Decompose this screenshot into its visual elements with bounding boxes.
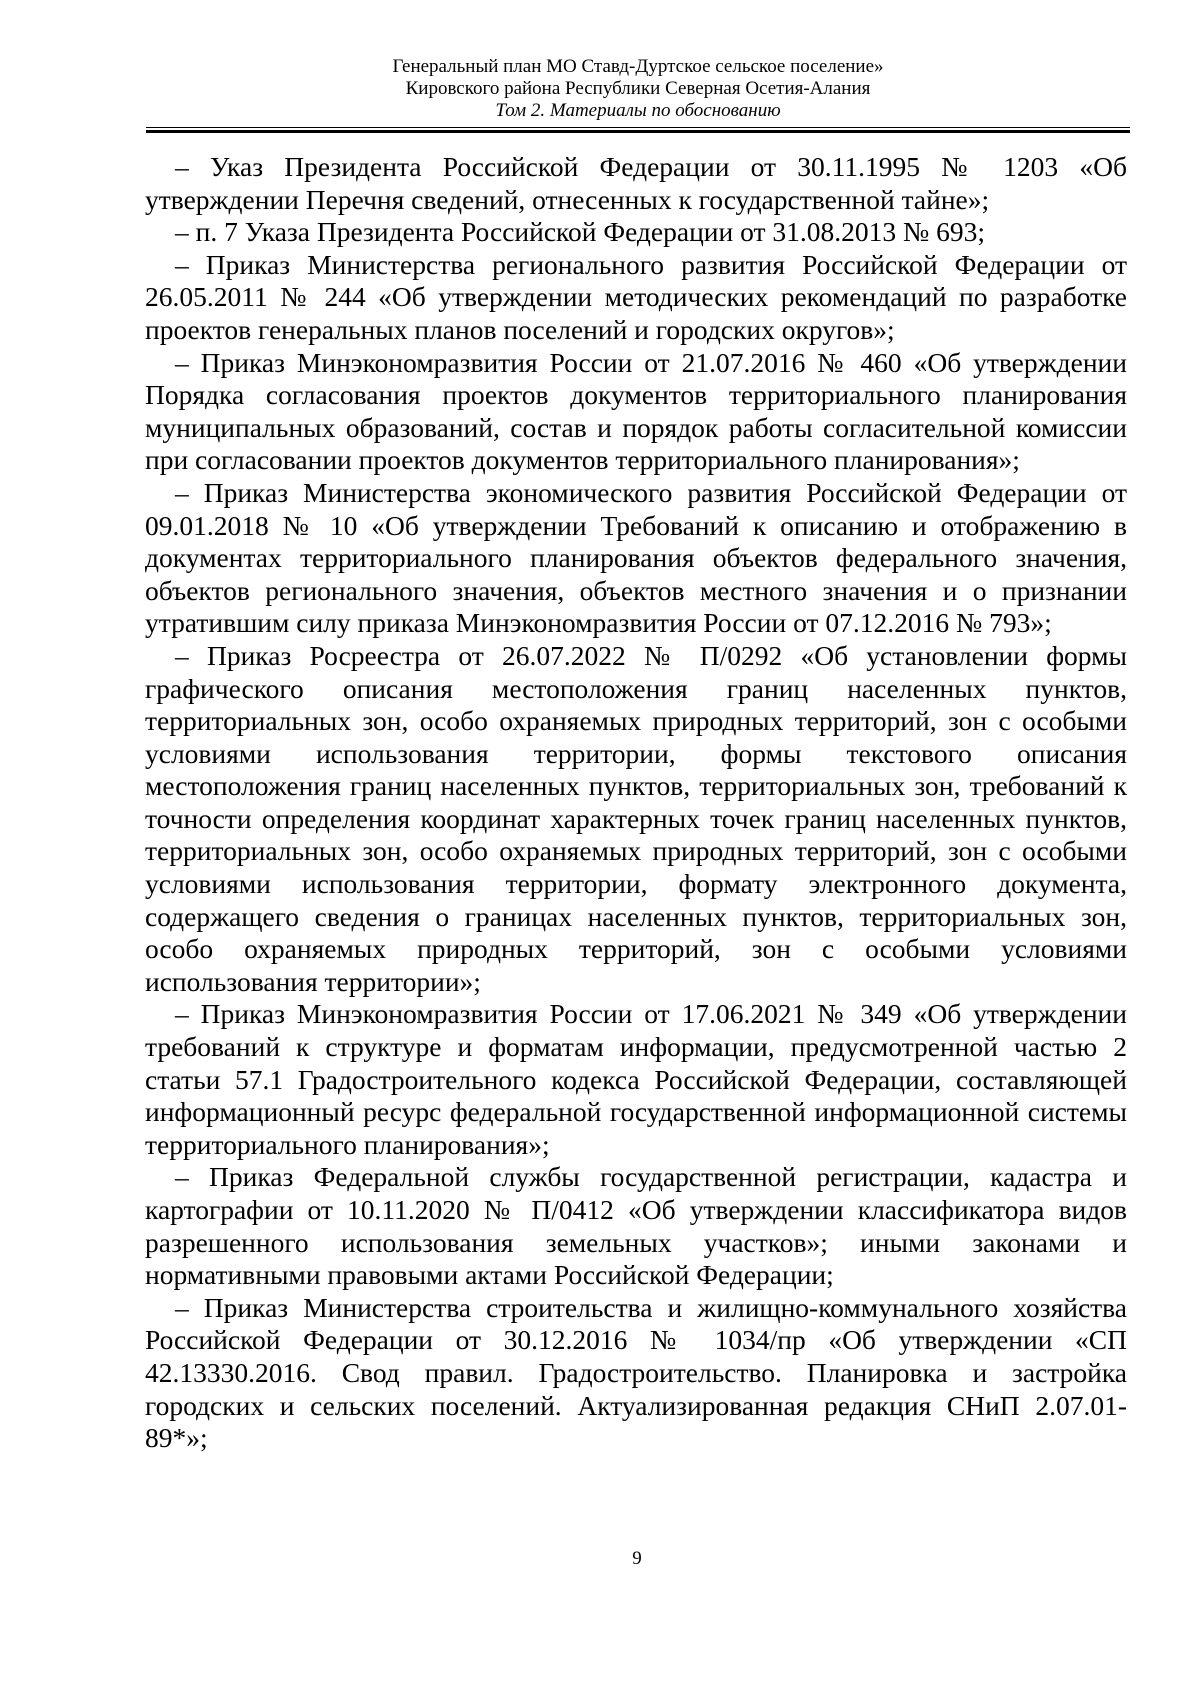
header-volume: Том 2. Материалы по обоснованию <box>495 100 781 121</box>
header-divider-thin <box>146 127 1130 128</box>
list-item: – Приказ Министерства строительства и жилищно-коммунального хозяйства Российской Федерации от 30.12.2016 № 1034/пр «Об утверждении «СП 42.13330.2016. Свод правил. Градостроительство. Планировка и застройка городских и сельских поселений. Актуализированная редакция СНиП 2.07.01-89*»; <box>145 1291 1127 1454</box>
list-item: – Приказ Федеральной службы государственной регистрации, кадастра и картографии от 10.11.2020 № П/0412 «Об утверждении классификатора видов разрешенного использования земельных участков»; иными законами и нормативными правовыми актами Российской Федерации; <box>145 1161 1127 1291</box>
page-number: 9 <box>632 1548 642 1569</box>
list-item: – Приказ Минэкономразвития России от 21.07.2016 № 460 «Об утверждении Порядка согласования проектов документов территориального планирования муниципальных образований, состав и порядок работы согласительной комиссии при согласовании проектов документов территориального планирования»; <box>145 346 1127 476</box>
page-header <box>146 56 1130 122</box>
document-body <box>145 151 1127 1455</box>
list-item: – Приказ Росреестра от 26.07.2022 № П/0292 «Об установлении формы графического описания местоположения границ населенных пунктов, территориальных зон, особо охраняемых природных территорий, зон с особыми условиями использования территории, формы текстового описания местоположения границ населенных пунктов, территориальных зон, требований к точности определения координат характерных точек границ населенных пунктов, территориальных зон, особо охраняемых природных территорий, зон с особыми условиями использования территории, формату электронного документа, содержащего сведения о границах населенных пунктов, территориальных зон, особо охраняемых природных территорий, зон с особыми условиями использования территории»; <box>145 639 1127 997</box>
list-item: – Приказ Минэкономразвития России от 17.06.2021 № 349 «Об утверждении требований к структуре и форматам информации, предусмотренной частью 2 статьи 57.1 Градостроительного кодекса Российской Федерации, составляющей информационный ресурс федеральной государственной информационной системы территориального планирования»; <box>145 998 1127 1160</box>
list-item: – Приказ Министерства экономического развития Российской Федерации от 09.01.2018 № 10 «Об утверждении Требований к описанию и отображению в документах территориального планирования объектов федерального значения, объектов регионального значения, объектов местного значения и о признании утратившим силу приказа Минэкономразвития России от 07.12.2016 № 793»; <box>145 476 1127 639</box>
header-region: Кировского района Республики Северная Осетия-Алания <box>405 78 871 99</box>
header-title: Генеральный план МО Ставд-Дуртское сельское поселение» <box>392 56 884 77</box>
header-divider-thick <box>146 130 1130 133</box>
list-item: – п. 7 Указа Президента Российской Федерации от 31.08.2013 № 693; <box>175 216 986 248</box>
list-item: – Указ Президента Российской Федерации от 30.11.1995 № 1203 «Об утверждении Перечня сведений, отнесенных к государственной тайне»; <box>145 151 1127 215</box>
list-item: – Приказ Министерства регионального развития Российской Федерации от 26.05.2011 № 244 «Об утверждении методических рекомендаций по разработке проектов генеральных планов поселений и городских округов»; <box>145 248 1127 345</box>
